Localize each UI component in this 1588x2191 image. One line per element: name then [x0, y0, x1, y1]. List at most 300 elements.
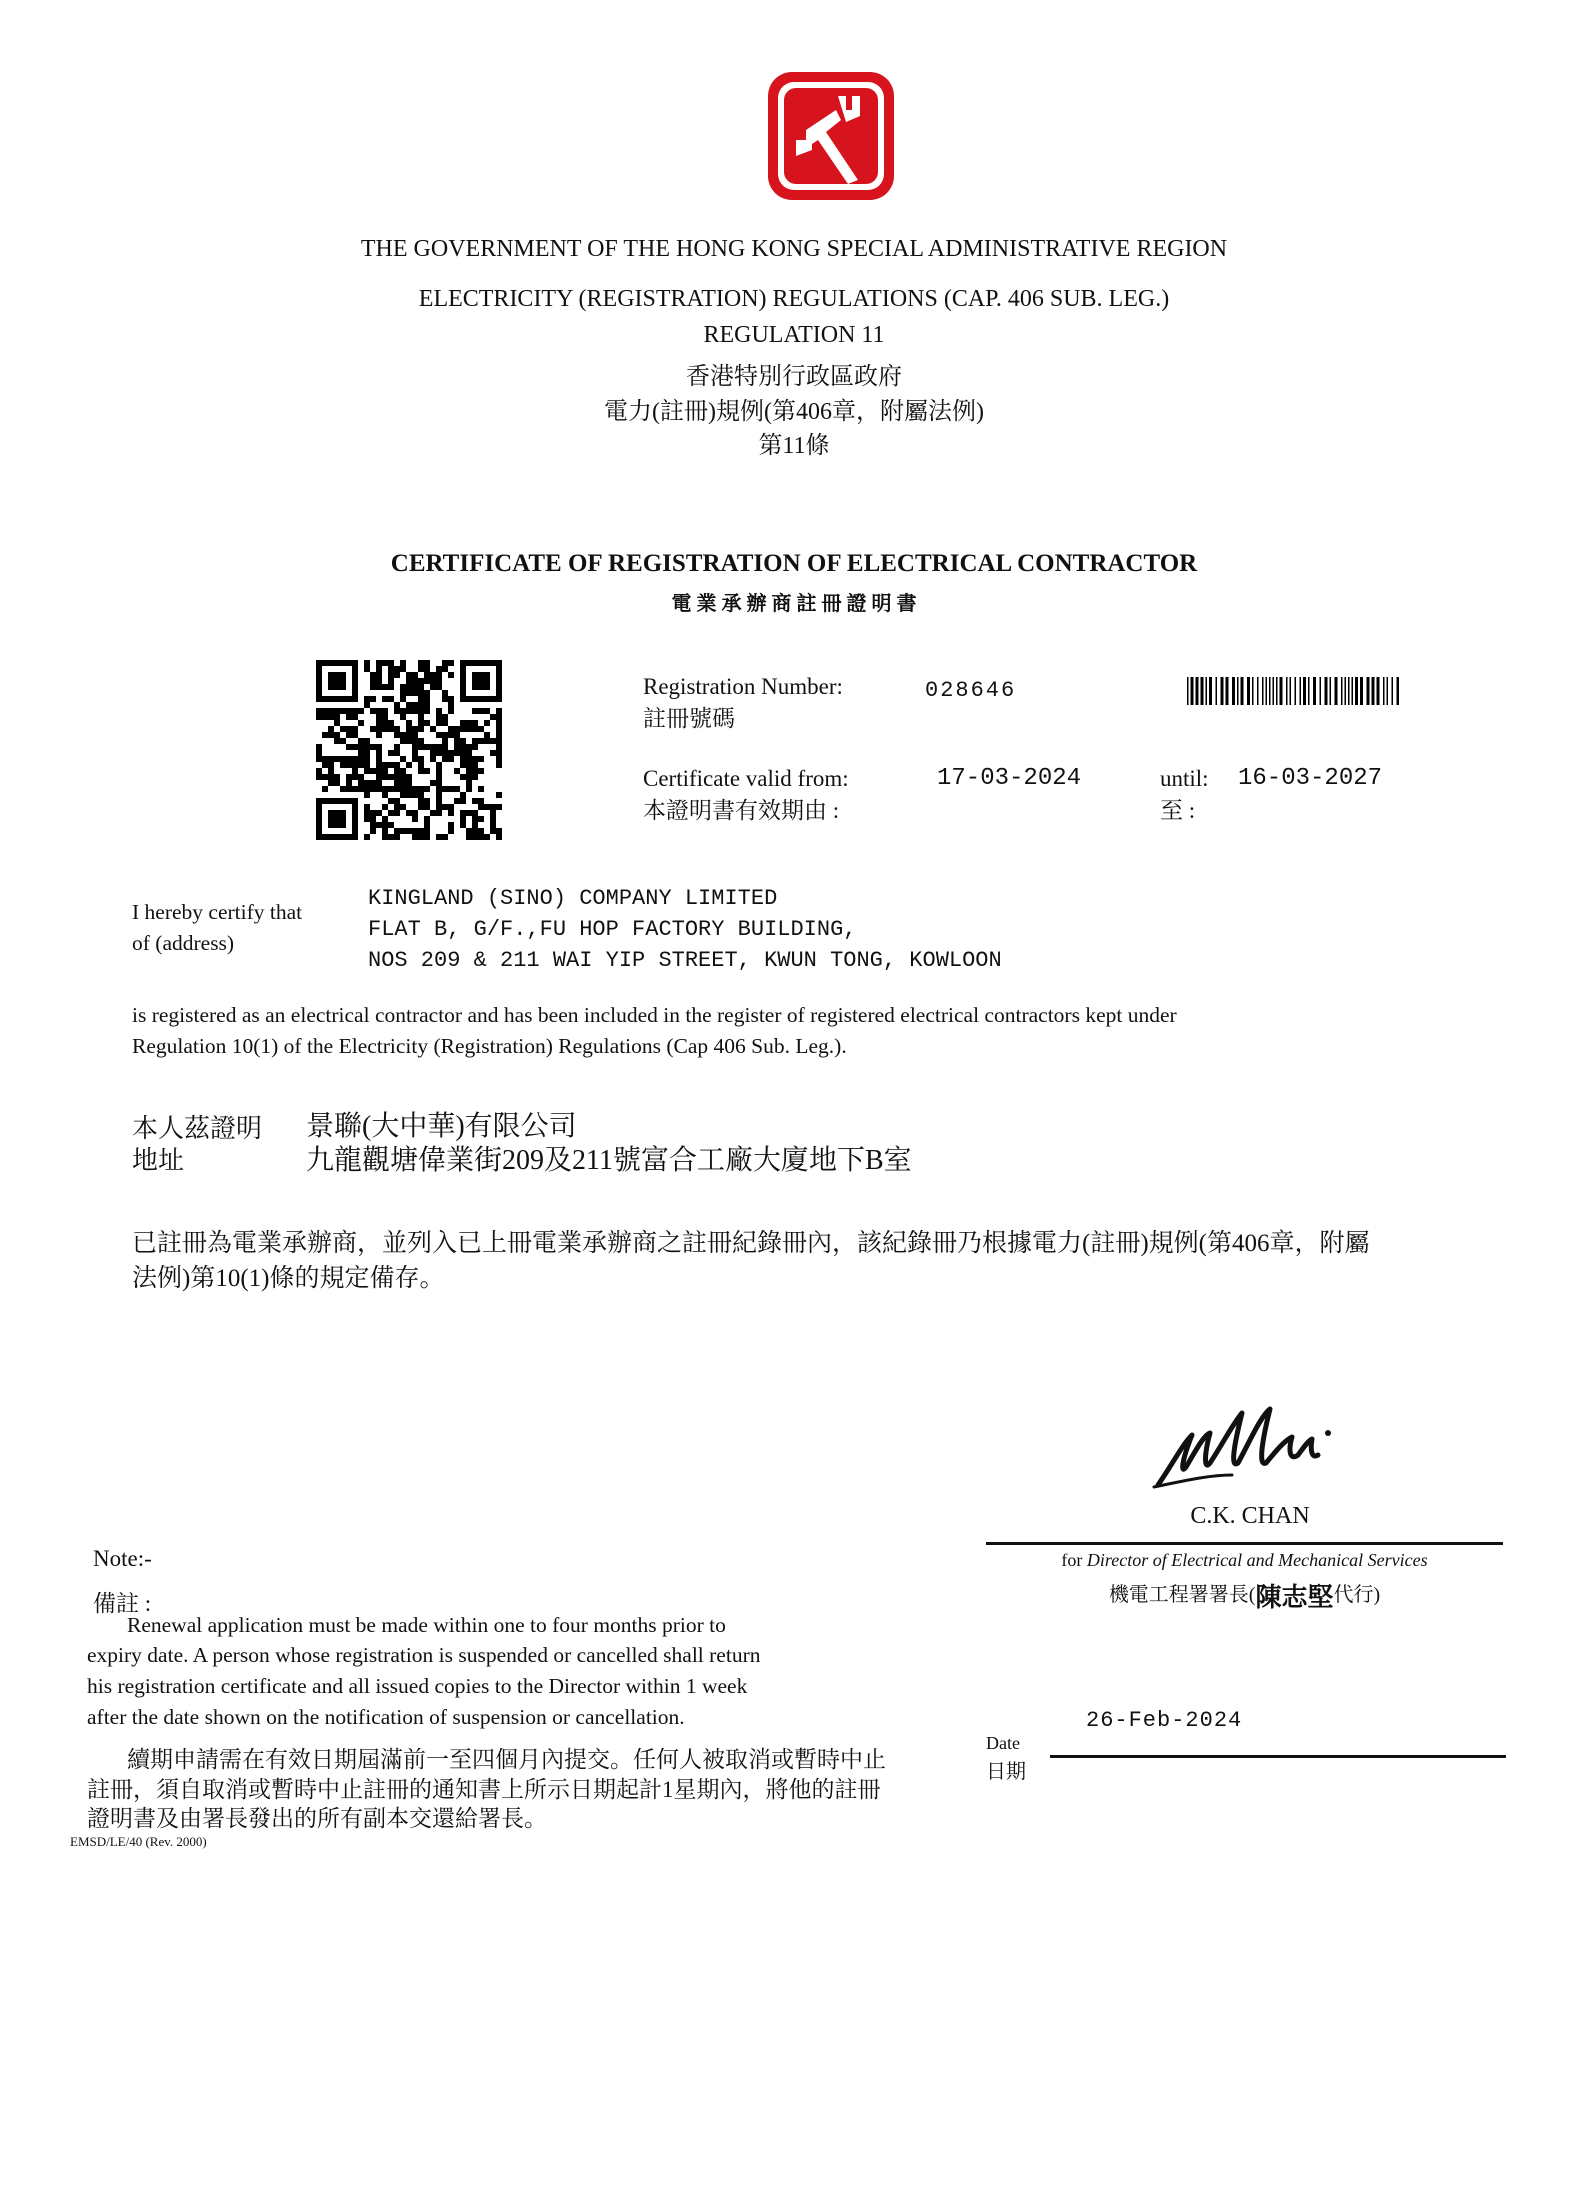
qr-module — [466, 828, 472, 834]
qr-module — [376, 786, 382, 792]
qr-module — [346, 708, 352, 714]
qr-code — [316, 660, 502, 840]
qr-module — [364, 738, 370, 744]
qr-module — [316, 708, 322, 714]
qr-module — [370, 786, 376, 792]
qr-module — [376, 672, 382, 678]
qr-module — [334, 720, 340, 726]
address-label-cn: 地址 — [132, 1146, 185, 1175]
qr-module — [496, 708, 502, 714]
qr-module — [478, 738, 484, 744]
qr-module — [382, 834, 388, 840]
qr-module — [346, 786, 352, 792]
qr-module — [412, 684, 418, 690]
barcode-bar — [1295, 677, 1297, 705]
qr-module — [418, 834, 424, 840]
qr-module — [448, 672, 454, 678]
qr-module — [388, 762, 394, 768]
qr-module — [490, 750, 496, 756]
qr-module — [406, 684, 412, 690]
qr-module — [412, 702, 418, 708]
qr-module — [448, 786, 454, 792]
qr-module — [382, 822, 388, 828]
address-cn: 九龍觀塘偉業街209及211號富合工廠大廈地下B室 — [306, 1145, 912, 1176]
qr-module — [418, 708, 424, 714]
certificate-title-cn: 電 業 承 辦 商 註 冊 證 明 書 — [671, 593, 917, 615]
qr-module — [358, 738, 364, 744]
note-cn-line-3: 證明書及由署長發出的所有副本交還給署長。 — [87, 1806, 547, 1831]
qr-module — [418, 684, 424, 690]
qr-module — [394, 726, 400, 732]
qr-module — [370, 768, 376, 774]
qr-module — [352, 774, 358, 780]
qr-module — [388, 672, 394, 678]
qr-module — [382, 774, 388, 780]
qr-module — [436, 834, 442, 840]
signature-line — [986, 1542, 1503, 1545]
qr-module — [406, 774, 412, 780]
qr-module — [346, 780, 352, 786]
qr-module — [406, 828, 412, 834]
barcode-bar — [1196, 677, 1199, 705]
qr-module — [340, 786, 346, 792]
qr-module — [352, 786, 358, 792]
qr-module — [406, 762, 412, 768]
qr-module — [394, 672, 400, 678]
qr-module — [376, 660, 382, 666]
barcode-bar — [1348, 677, 1350, 705]
barcode-bar — [1303, 677, 1306, 705]
barcode-bar — [1397, 677, 1400, 705]
valid-from-label-cn: 本證明書有效期由 : — [643, 798, 840, 823]
qr-module — [424, 696, 430, 702]
barcode-bar — [1269, 677, 1271, 705]
barcode-bar — [1345, 677, 1347, 705]
qr-module — [328, 762, 334, 768]
qr-module — [376, 774, 382, 780]
note-label-cn: 備註 : — [93, 1591, 152, 1616]
barcode-bar — [1367, 677, 1370, 705]
qr-module — [364, 768, 370, 774]
qr-module — [388, 720, 394, 726]
qr-module — [436, 774, 442, 780]
qr-module — [376, 780, 382, 786]
qr-module — [460, 720, 466, 726]
qr-module — [364, 816, 370, 822]
qr-module — [412, 672, 418, 678]
qr-module — [472, 768, 478, 774]
qr-module — [376, 720, 382, 726]
barcode-bar — [1392, 677, 1394, 705]
certify-label-cn: 本人茲證明 — [132, 1114, 263, 1143]
address-line-1: FLAT B, G/F.,FU HOP FACTORY BUILDING, — [368, 917, 857, 942]
regulations-title: ELECTRICITY (REGISTRATION) REGULATIONS (CAP. 406 SUB. LEG.) — [418, 286, 1170, 312]
barcode-bar — [1191, 677, 1194, 705]
qr-module — [436, 750, 442, 756]
qr-module — [436, 810, 442, 816]
qr-module — [436, 720, 442, 726]
qr-module — [370, 684, 376, 690]
qr-module — [436, 804, 442, 810]
qr-module — [496, 762, 502, 768]
barcode-bar — [1232, 677, 1235, 705]
qr-module — [436, 786, 442, 792]
qr-module — [370, 696, 376, 702]
barcode-bar — [1216, 677, 1218, 705]
qr-module — [436, 666, 442, 672]
qr-module — [406, 690, 412, 696]
qr-module — [448, 660, 454, 666]
qr-module — [424, 798, 430, 804]
statement-line-2: Regulation 10(1) of the Electricity (Registration) Regulations (Cap 406 Sub. Leg.). — [132, 1034, 847, 1058]
qr-module — [352, 732, 358, 738]
qr-module — [424, 816, 430, 822]
qr-module — [412, 726, 418, 732]
note-cn-line-2: 註冊，須自取消或暫時中止註冊的通知書上所示日期起計1星期內，將他的註冊 — [87, 1777, 881, 1802]
qr-module — [412, 828, 418, 834]
qr-module — [382, 786, 388, 792]
qr-module — [466, 780, 472, 786]
qr-module — [418, 720, 424, 726]
note-line-1: Renewal application must be made within one to four months prior to — [127, 1613, 726, 1637]
qr-module — [454, 732, 460, 738]
qr-module — [466, 726, 472, 732]
qr-module — [442, 750, 448, 756]
qr-module — [448, 822, 454, 828]
qr-module — [460, 744, 466, 750]
qr-module — [442, 690, 448, 696]
qr-module — [418, 798, 424, 804]
qr-module — [448, 756, 454, 762]
qr-module — [394, 762, 400, 768]
qr-module — [424, 708, 430, 714]
qr-module — [364, 810, 370, 816]
qr-module — [394, 810, 400, 816]
qr-module — [484, 738, 490, 744]
qr-module — [460, 816, 466, 822]
qr-module — [328, 780, 334, 786]
qr-module — [496, 720, 502, 726]
qr-module — [466, 720, 472, 726]
qr-module — [352, 708, 358, 714]
qr-module — [346, 714, 352, 720]
qr-module — [418, 792, 424, 798]
barcode-bar — [1308, 677, 1310, 705]
form-reference: EMSD/LE/40 (Rev. 2000) — [70, 1834, 207, 1849]
qr-module — [418, 726, 424, 732]
government-title: THE GOVERNMENT OF THE HONG KONG SPECIAL ADMINISTRATIVE REGION — [360, 236, 1228, 262]
qr-module — [418, 678, 424, 684]
barcode-bar — [1325, 677, 1328, 705]
qr-module — [430, 780, 436, 786]
qr-module — [334, 738, 340, 744]
barcode-bar — [1280, 677, 1283, 705]
statement-line-1: is registered as an electrical contractor and has been included in the register of registered electrical contractors kept under — [132, 1003, 1177, 1027]
qr-module — [418, 666, 424, 672]
qr-module — [436, 672, 442, 678]
qr-module — [370, 780, 376, 786]
qr-module — [376, 666, 382, 672]
issue-date: 26-Feb-2024 — [1086, 1708, 1243, 1733]
qr-module — [394, 750, 400, 756]
qr-module — [448, 810, 454, 816]
qr-module — [412, 756, 418, 762]
emsd-logo — [766, 70, 896, 202]
qr-module — [490, 738, 496, 744]
qr-module — [418, 744, 424, 750]
qr-module — [412, 708, 418, 714]
qr-module — [400, 714, 406, 720]
qr-module — [376, 714, 382, 720]
qr-module — [412, 786, 418, 792]
qr-module — [406, 702, 412, 708]
qr-module — [466, 744, 472, 750]
qr-module — [400, 756, 406, 762]
qr-module — [418, 660, 424, 666]
qr-module — [424, 720, 430, 726]
qr-module — [472, 798, 478, 804]
qr-module — [436, 744, 442, 750]
qr-module — [472, 762, 478, 768]
qr-module — [496, 756, 502, 762]
date-line — [1050, 1755, 1506, 1758]
qr-module — [424, 786, 430, 792]
barcode-bar — [1335, 677, 1338, 705]
qr-module — [460, 774, 466, 780]
qr-module — [358, 744, 364, 750]
qr-finder — [328, 672, 346, 690]
qr-module — [424, 666, 430, 672]
qr-module — [400, 660, 406, 666]
qr-module — [388, 660, 394, 666]
qr-module — [424, 660, 430, 666]
barcode-bar — [1252, 677, 1254, 705]
statement-cn-line-1: 已註冊為電業承辦商，並列入已上冊電業承辦商之註冊紀錄冊內，該紀錄冊乃根據電力(註冊)規例(第406章，附屬 — [132, 1230, 1370, 1257]
qr-module — [496, 828, 502, 834]
qr-module — [448, 804, 454, 810]
qr-module — [436, 714, 442, 720]
qr-module — [424, 768, 430, 774]
qr-module — [412, 738, 418, 744]
qr-module — [460, 726, 466, 732]
qr-module — [400, 768, 406, 774]
qr-module — [388, 834, 394, 840]
qr-module — [466, 810, 472, 816]
qr-module — [382, 714, 388, 720]
valid-until-date: 16-03-2027 — [1238, 765, 1383, 792]
qr-module — [340, 762, 346, 768]
barcode-bar — [1221, 677, 1224, 705]
qr-module — [388, 696, 394, 702]
registration-number: 028646 — [925, 678, 1017, 703]
qr-module — [388, 750, 394, 756]
qr-module — [436, 780, 442, 786]
qr-module — [442, 786, 448, 792]
qr-module — [400, 696, 406, 702]
qr-module — [406, 708, 412, 714]
qr-module — [328, 708, 334, 714]
qr-module — [400, 708, 406, 714]
qr-module — [484, 708, 490, 714]
qr-module — [412, 816, 418, 822]
qr-module — [412, 834, 418, 840]
qr-finder — [472, 672, 490, 690]
qr-module — [442, 744, 448, 750]
qr-module — [346, 774, 352, 780]
qr-module — [400, 774, 406, 780]
qr-module — [448, 750, 454, 756]
qr-module — [346, 726, 352, 732]
until-label-cn: 至 : — [1160, 798, 1196, 823]
qr-module — [364, 804, 370, 810]
qr-module — [358, 786, 364, 792]
barcode-bar — [1247, 677, 1250, 705]
barcode-bar — [1273, 677, 1275, 705]
qr-module — [436, 792, 442, 798]
qr-module — [394, 780, 400, 786]
qr-module — [382, 816, 388, 822]
barcode-bar — [1387, 677, 1389, 705]
qr-module — [460, 810, 466, 816]
qr-module — [394, 732, 400, 738]
qr-module — [400, 666, 406, 672]
qr-module — [328, 726, 334, 732]
qr-module — [442, 732, 448, 738]
qr-module — [436, 732, 442, 738]
valid-from-date: 17-03-2024 — [937, 765, 1082, 792]
barcode-bar — [1237, 677, 1239, 705]
date-label: Date — [986, 1733, 1020, 1753]
qr-module — [352, 714, 358, 720]
regulation-number-cn: 第11條 — [758, 433, 830, 459]
qr-module — [496, 744, 502, 750]
qr-module — [346, 744, 352, 750]
qr-module — [358, 762, 364, 768]
qr-module — [460, 822, 466, 828]
acting-cn: 代行) — [1333, 1584, 1381, 1606]
qr-module — [352, 768, 358, 774]
qr-module — [322, 786, 328, 792]
qr-module — [412, 678, 418, 684]
qr-module — [430, 678, 436, 684]
qr-module — [364, 702, 370, 708]
qr-module — [412, 792, 418, 798]
barcode — [1187, 677, 1399, 705]
qr-module — [382, 726, 388, 732]
barcode-bar — [1226, 677, 1229, 705]
qr-module — [418, 804, 424, 810]
signature — [1152, 1405, 1352, 1495]
date-label-cn: 日期 — [986, 1761, 1026, 1783]
certify-label: I hereby certify that — [132, 900, 303, 924]
barcode-bar — [1187, 677, 1189, 705]
director-title-cn — [986, 1572, 1503, 1612]
barcode-bar — [1377, 677, 1380, 705]
qr-module — [442, 804, 448, 810]
qr-module — [430, 726, 436, 732]
qr-module — [436, 798, 442, 804]
qr-module — [382, 660, 388, 666]
qr-module — [436, 684, 442, 690]
qr-module — [472, 816, 478, 822]
qr-module — [424, 804, 430, 810]
qr-module — [382, 828, 388, 834]
qr-module — [334, 774, 340, 780]
qr-module — [466, 750, 472, 756]
qr-module — [376, 684, 382, 690]
qr-module — [358, 780, 364, 786]
qr-module — [472, 828, 478, 834]
qr-module — [472, 738, 478, 744]
qr-module — [460, 756, 466, 762]
qr-module — [370, 708, 376, 714]
company-name: KINGLAND (SINO) COMPANY LIMITED — [368, 886, 778, 911]
qr-module — [340, 708, 346, 714]
barcode-bar — [1355, 677, 1358, 705]
qr-module — [454, 744, 460, 750]
qr-module — [400, 828, 406, 834]
qr-module — [316, 768, 322, 774]
qr-module — [406, 672, 412, 678]
qr-module — [394, 834, 400, 840]
barcode-bar — [1201, 677, 1204, 705]
qr-module — [442, 756, 448, 762]
qr-module — [394, 786, 400, 792]
qr-module — [388, 798, 394, 804]
qr-module — [346, 756, 352, 762]
qr-module — [322, 714, 328, 720]
qr-module — [466, 774, 472, 780]
barcode-bar — [1266, 677, 1268, 705]
qr-module — [334, 756, 340, 762]
qr-module — [382, 720, 388, 726]
qr-module — [376, 708, 382, 714]
qr-module — [418, 828, 424, 834]
qr-module — [370, 678, 376, 684]
qr-module — [370, 726, 376, 732]
qr-module — [400, 684, 406, 690]
qr-module — [466, 786, 472, 792]
qr-module — [364, 762, 370, 768]
qr-module — [442, 738, 448, 744]
registration-number-label-cn: 註冊號碼 — [643, 706, 735, 731]
qr-module — [370, 672, 376, 678]
barcode-bar — [1241, 677, 1244, 705]
qr-module — [364, 756, 370, 762]
qr-module — [322, 762, 328, 768]
qr-module — [370, 828, 376, 834]
qr-module — [376, 822, 382, 828]
qr-module — [364, 660, 370, 666]
barcode-bar — [1360, 677, 1363, 705]
qr-module — [400, 804, 406, 810]
qr-module — [424, 744, 430, 750]
address-label: of (address) — [132, 931, 235, 955]
for-label: for — [1061, 1550, 1083, 1570]
qr-finder — [328, 810, 346, 828]
qr-module — [484, 720, 490, 726]
note-cn-line-1: 續期申請需在有效日期屆滿前一至四個月內提交。任何人被取消或暫時中止 — [127, 1747, 886, 1772]
qr-module — [388, 678, 394, 684]
director-cn: 機電工程署署長( — [1108, 1584, 1256, 1606]
qr-module — [376, 750, 382, 756]
qr-module — [382, 762, 388, 768]
until-label: until: — [1160, 766, 1209, 791]
qr-module — [328, 768, 334, 774]
qr-module — [460, 738, 466, 744]
qr-module — [496, 714, 502, 720]
qr-module — [376, 726, 382, 732]
